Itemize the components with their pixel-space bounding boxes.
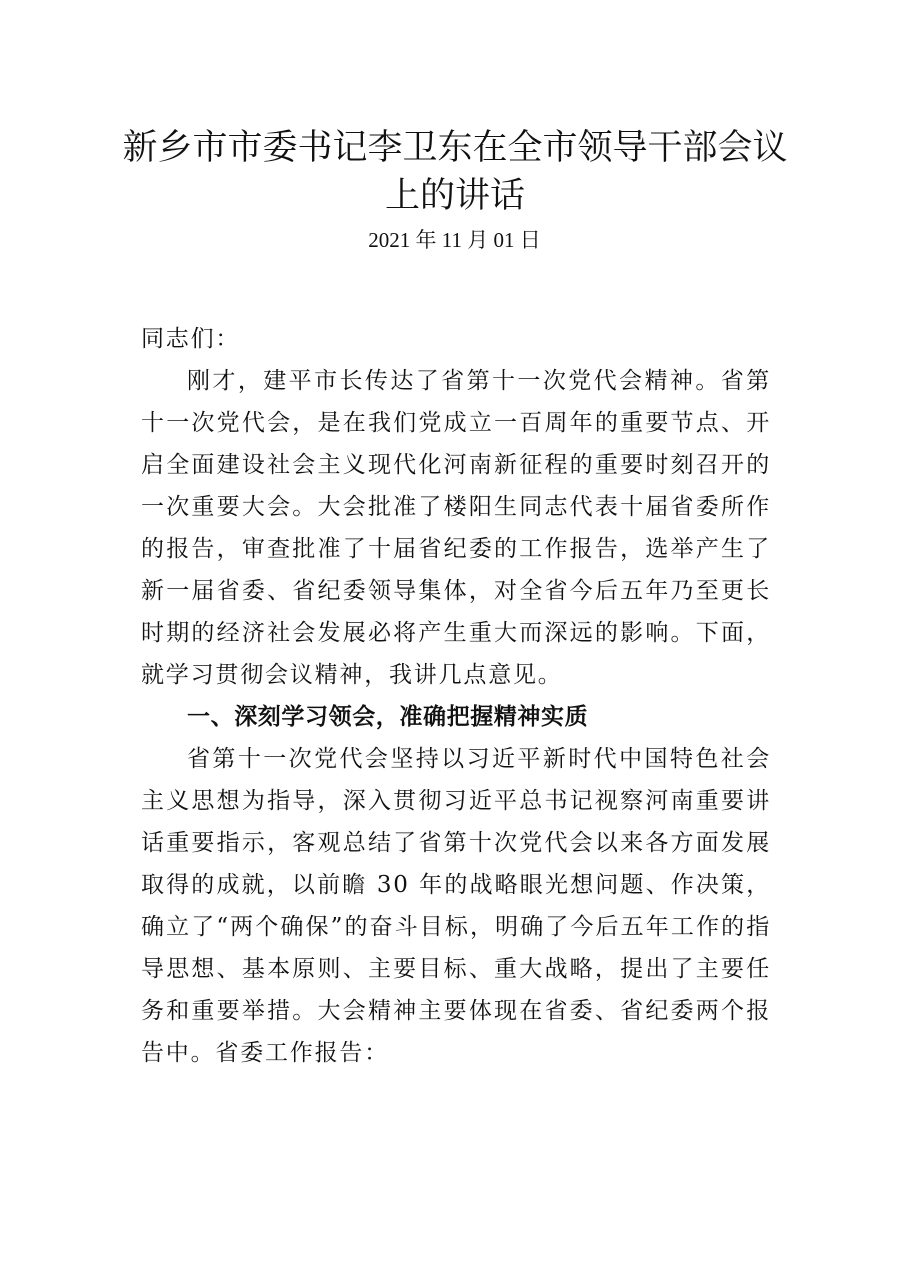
salutation: 同志们： (141, 326, 241, 352)
section-heading: 一、深刻学习领会，准确把握精神实质 (187, 704, 589, 730)
document-body (141, 318, 771, 1074)
document-title: 新乡市市委书记李卫东在全市领导干部会议上的讲话 (122, 128, 788, 216)
paragraph-section-1: 省第十一次党代会坚持以习近平新时代中国特色社会主义思想为指导，深入贯彻习近平总书记视察河南重要讲话重要指示，客观总结了省第十次党代会以来各方面发展取得的成就，以前瞻 30 年的战略眼光想问题、作决策，确立了“两个确保”的奋斗目标，明确了今后五年工作的指导思想、基本原则、主要目标、重大战略，提出了主要任务和重要举措。大会精神主要体现在省委、省纪委两个报告中。省委工作报告： (141, 746, 771, 1066)
paragraph-opening: 刚才，建平市长传达了省第十一次党代会精神。省第十一次党代会，是在我们党成立一百周年的重要节点、开启全面建设社会主义现代化河南新征程的重要时刻召开的一次重要大会。大会批准了楼阳生同志代表十届省委所作的报告，审查批准了十届省纪委的工作报告，选举产生了新一届省委、省纪委领导集体，对全省今后五年乃至更长时期的经济社会发展必将产生重大而深远的影响。下面，就学习贯彻会议精神，我讲几点意见。 (141, 368, 771, 688)
document-date: 2021 年 11 月 01 日 (368, 228, 541, 252)
